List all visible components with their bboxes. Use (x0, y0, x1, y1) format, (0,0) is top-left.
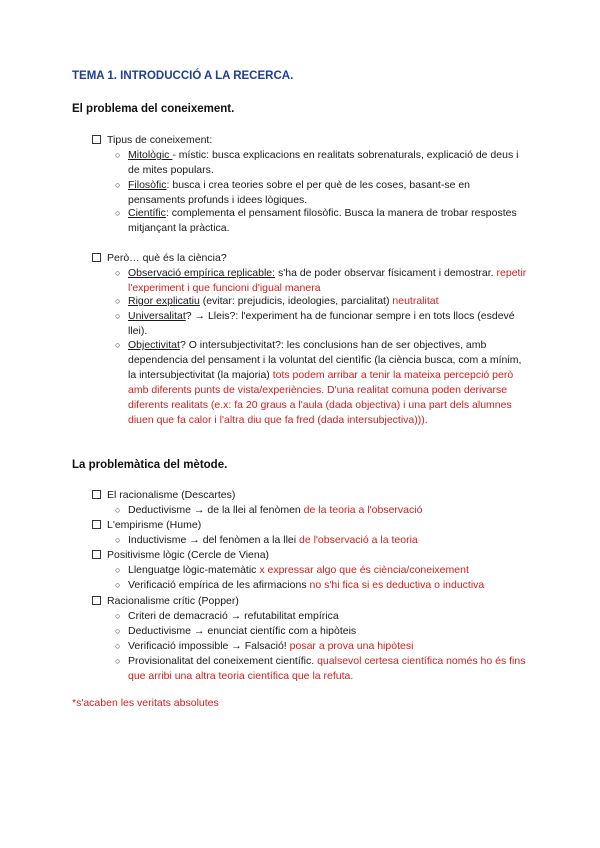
item-text: Inductivisme → del fenòmen a la llei (128, 534, 299, 546)
item-text: Deductivisme → de la llei al fenòmen (128, 504, 304, 516)
checklist-label: L'empirisme (Hume) (107, 519, 202, 531)
bullet-icon: ○ (115, 208, 121, 218)
annotation: x expressar algo que és ciència/coneixement (259, 564, 469, 576)
list-item (115, 639, 528, 654)
checklist-label: Tipus de coneixement: (107, 134, 213, 146)
bullet-icon: ○ (115, 641, 121, 651)
list-item (115, 294, 528, 309)
bullet-icon: ○ (115, 626, 121, 636)
bullet-icon: ○ (115, 565, 121, 575)
checklist-item (92, 251, 227, 265)
checkbox-icon (92, 253, 101, 262)
list-item (115, 338, 528, 428)
checklist-item (92, 133, 212, 147)
annotation: repetir l'experiment i que funcioni d'igual manera (128, 267, 527, 294)
annotation: posar a prova una hipòtesi (289, 640, 414, 652)
annotation: tots podem arribar a tenir la mateixa percepció però amb diferents punts de vista/experiències. D'una realitat comuna poden derivarse diferents realitats (e.x: fa 20 graus a l'aula (dada objectiva) i una part dels alumnes diuen que fa calor i l'altra diu que fa fred (dada intersubjectiva))). (128, 369, 514, 426)
term: Objectivitat (128, 339, 180, 351)
item-text: : complementa el pensament filosòfic. Busca la manera de trobar respostes mitjançant la pràctica. (128, 207, 517, 234)
item-text: Llenguatge lògic-matemàtic (128, 564, 260, 576)
list-item (115, 578, 528, 593)
list-item (115, 266, 528, 296)
bullet-icon: ○ (115, 340, 121, 350)
checkbox-icon (92, 520, 101, 529)
bullet-icon: ○ (115, 296, 121, 306)
item-text: s'ha de poder observar físicament i demostrar. (275, 267, 497, 279)
list-item (115, 148, 528, 178)
section-heading: La problemàtica del mètode. (72, 459, 228, 471)
checklist-item (92, 548, 269, 562)
bullet-icon: ○ (115, 311, 121, 321)
list-item (115, 503, 528, 518)
bullet-icon: ○ (115, 535, 121, 545)
checklist-item (92, 518, 201, 532)
bullet-icon: ○ (115, 180, 121, 190)
section-heading: El problema del coneixement. (72, 103, 235, 115)
checklist-label: Però… què és la ciència? (107, 252, 227, 264)
item-text: - místic: busca explicacions en realitats sobrenaturals, explicació de deus i de mites populars. (128, 149, 519, 176)
list-item (115, 533, 528, 548)
item-text: : busca i crea teories sobre el per què de les coses, basant-se en pensaments profunds i idees lògiques. (128, 179, 471, 206)
item-text: Verificació empírica de les afirmacions (128, 579, 310, 591)
bullet-icon: ○ (115, 656, 121, 666)
checklist-item (92, 594, 239, 608)
checkbox-icon (92, 550, 101, 559)
bullet-icon: ○ (115, 580, 121, 590)
bullet-icon: ○ (115, 505, 121, 515)
checkbox-icon (92, 135, 101, 144)
checklist-label: Racionalisme crític (Popper) (107, 595, 239, 607)
list-item (115, 206, 528, 236)
item-text: Deductivisme → enunciat científic com a hipòteis (128, 625, 357, 637)
item-text: Provisionalitat del coneixement científic. (128, 655, 318, 667)
term: Universalitat (128, 310, 186, 322)
checklist-item (92, 488, 235, 502)
term: Científic (128, 207, 166, 219)
footnote: *s'acaben les veritats absolutes (72, 697, 219, 709)
checkbox-icon (92, 596, 101, 605)
term: Filosòfic (128, 179, 167, 191)
annotation: de la teoria a l'observació (303, 504, 423, 516)
item-text: ? O intersubjectivitat?: les conclusions han de ser objectives, amb dependencia del pensament i la voluntat del cientìfic (la ciència busca, com a mínim, la intersubjectivitat (la majoria) (128, 339, 522, 381)
list-item (115, 654, 528, 684)
annotation: de l'observació a la teoria (299, 534, 418, 546)
term: Observació empírica replicable: (128, 267, 276, 279)
list-item (115, 624, 528, 639)
item-text: Verificació impossible → Falsació! (128, 640, 290, 652)
checklist-label: El racionalisme (Descartes) (107, 489, 236, 501)
annotation: neutralitat (392, 295, 439, 307)
bullet-icon: ○ (115, 611, 121, 621)
list-item (115, 563, 528, 578)
bullet-icon: ○ (115, 268, 121, 278)
item-text: Criteri de demacració → refutabilitat empírica (128, 610, 339, 622)
page-title: TEMA 1. INTRODUCCIÓ A LA RECERCA. (72, 70, 294, 82)
list-item (115, 178, 528, 208)
checklist-label: Positivisme lògic (Cercle de Viena) (107, 549, 270, 561)
item-text: ? → Lleis?: l'experiment ha de funcionar sempre i en tots llocs (esdevé llei). (128, 310, 515, 337)
annotation: qualsevol certesa científica només ho és fins que arribi una altra teoria científica que la refuta. (128, 655, 526, 682)
term: Rigor explicatiu (128, 295, 200, 307)
checkbox-icon (92, 490, 101, 499)
term: Mitològic (128, 149, 173, 161)
list-item (115, 309, 528, 339)
annotation: no s'hi fica si es deductiva o inductiva (309, 579, 485, 591)
list-item (115, 609, 528, 624)
bullet-icon: ○ (115, 150, 121, 160)
item-text: (evitar: prejudicis, ideologies, parcialitat) (199, 295, 393, 307)
